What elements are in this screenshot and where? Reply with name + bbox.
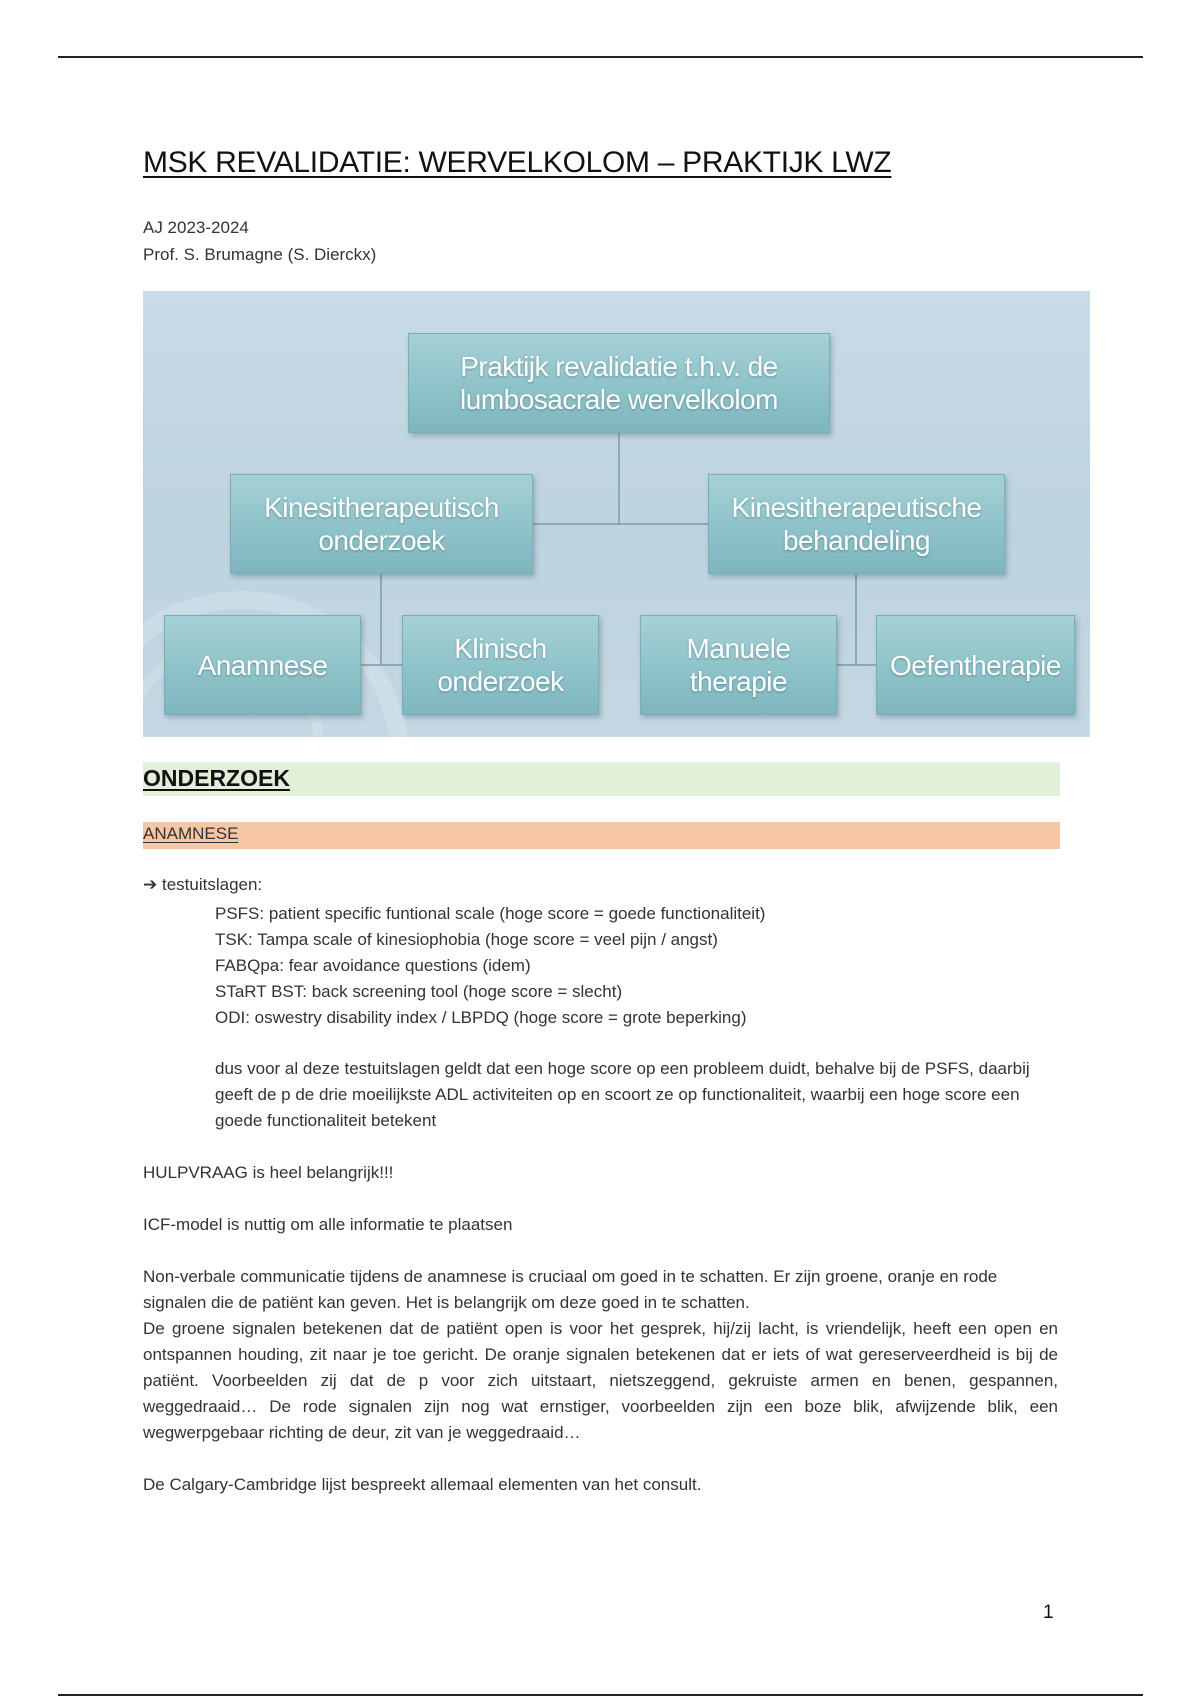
calgary-text: De Calgary-Cambridge lijst bespreekt allemaal elementen van het consult. [143,1475,702,1494]
top-rule [58,56,1143,58]
list-item: ODI: oswestry disability index / LBPDQ (hoge score = grote beperking) [215,1008,747,1027]
arrow-right-icon: ➔ [143,875,158,894]
tests-lead [143,875,262,895]
anamnese-band [143,822,1060,849]
tests-summary: dus voor al deze testuitslagen geldt dat een hoge score op een probleem duidt, behalve bij de PSFS, daarbij geeft de p de drie moeilijkste ADL activiteiten op en scoort ze op functionaliteit, waarbij een hoge score een goede functionaliteit betekent [215,1059,1030,1130]
list-item: FABQpa: fear avoidance questions (idem) [215,956,531,975]
academic-year: AJ 2023-2024 [143,218,249,237]
diagram-node-behandeling: Kinesitherapeutische behandeling [708,474,1005,574]
nonverbal-intro: Non-verbale communicatie tijdens de anamnese is cruciaal om goed in te schatten. Er zijn groene, oranje en rode signalen die de patiënt kan geven. Het is belangrijk om deze goed in te schatten. [143,1267,998,1312]
tests-list [215,901,765,1031]
diagram-node-oefentherapie: Oefentherapie [876,615,1075,715]
list-item: STaRT BST: back screening tool (hoge score = slecht) [215,982,623,1001]
diagram-root-node: Praktijk revalidatie t.h.v. de lumbosacrale wervelkolom [408,333,830,433]
diagram-node-manuele-therapie: Manuele therapie [640,615,837,715]
list-item: TSK: Tampa scale of kinesiophobia (hoge score = veel pijn / angst) [215,930,718,949]
onderzoek-heading: ONDERZOEK [143,765,290,791]
icf-text: ICF-model is nuttig om alle informatie te plaatsen [143,1215,513,1234]
document-meta [143,214,376,268]
document-title: MSK REVALIDATIE: WERVELKOLOM – PRAKTIJK LWZ [143,146,892,179]
tests-lead-label: testuitslagen: [161,875,263,894]
bottom-rule [58,1694,1143,1696]
page-number: 1 [1043,1602,1054,1623]
anamnese-heading: ANAMNESE [143,824,239,843]
list-item: PSFS: patient specific funtional scale (hoge score = goede functionaliteit) [215,904,766,923]
diagram-node-onderzoek: Kinesitherapeutisch onderzoek [230,474,533,574]
diagram-node-anamnese: Anamnese [164,615,361,715]
hulpvraag-text: HULPVRAAG is heel belangrijk!!! [143,1163,394,1182]
onderzoek-band [143,762,1060,796]
diagram-node-klinisch-onderzoek: Klinisch onderzoek [402,615,599,715]
professor: Prof. S. Brumagne (S. Dierckx) [143,245,377,264]
nonverbal-signals: De groene signalen betekenen dat de patiënt open is voor het gesprek, hij/zij lacht, is vriendelijk, heeft een open en ontspannen houding, zit naar je toe gericht. De oranje signalen betekenen dat er iets of wat gereserveerdheid is bij de patiënt. Voorbeelden zij dat de p voor zich uitstaart, nietszeggend, gekruiste armen en benen, gespannen, weggedraaid… De rode signalen zijn nog wat ernstiger, voorbeelden zijn een boze blik, afwijzende blik, een wegwerpgebaar richting de deur, zit van je weggedraaid… [143,1319,1058,1442]
hierarchy-diagram [143,291,1090,737]
